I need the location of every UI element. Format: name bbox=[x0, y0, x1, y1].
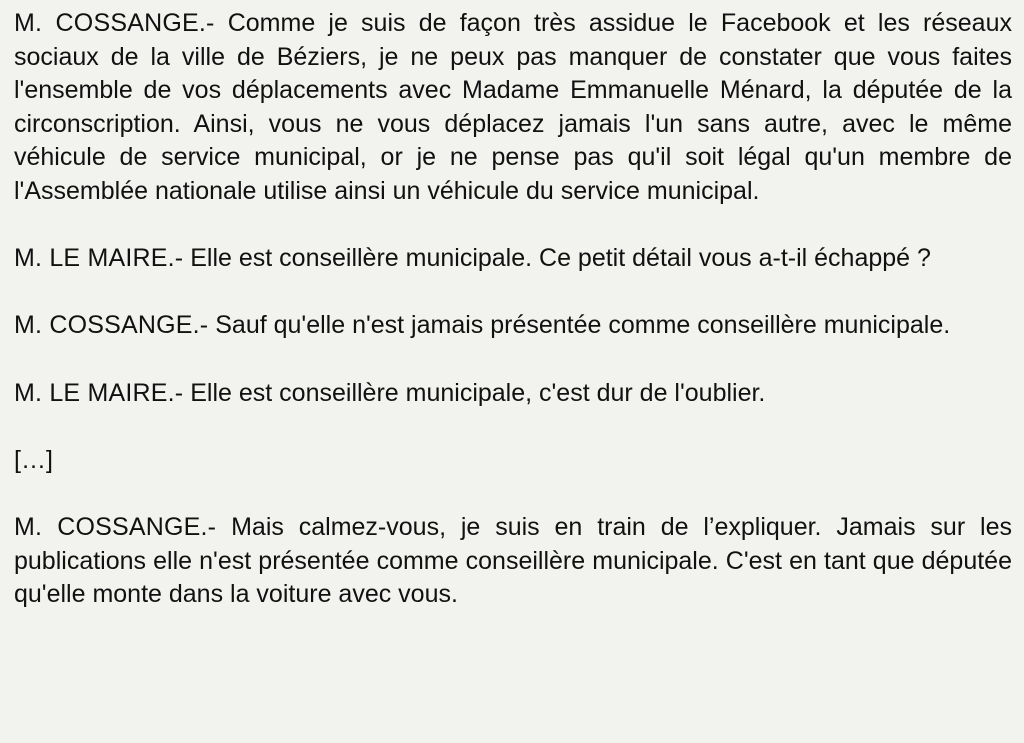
paragraph-maire-1 bbox=[14, 242, 1012, 276]
paragraph-text: Elle est conseillère municipale, c'est dur de l'oublier. bbox=[190, 378, 766, 407]
speaker-label: M. LE MAIRE.- bbox=[14, 378, 184, 407]
speaker-label: M. COSSANGE.- bbox=[14, 311, 209, 340]
speaker-label: M. COSSANGE.- bbox=[14, 9, 215, 37]
paragraph-cossange-2 bbox=[14, 309, 1012, 343]
paragraph-text: Elle est conseillère municipale. Ce petit détail vous a-t-il échappé ? bbox=[190, 244, 931, 273]
paragraph-text: Sauf qu'elle n'est jamais présentée comme conseillère municipale. bbox=[215, 311, 951, 340]
ellipsis-paragraph bbox=[14, 444, 1012, 478]
paragraph-text: Mais calmez-vous, je suis en train de l’expliquer. Jamais sur les publications elle n'est présentée comme conseillère municipale. C'est en tant que députée qu'elle monte dans la voiture avec vous. bbox=[14, 512, 1012, 609]
ellipsis-text: […] bbox=[14, 445, 53, 474]
paragraph-cossange-3 bbox=[14, 511, 1012, 612]
paragraph-cossange-1 bbox=[14, 7, 1012, 209]
speaker-label: M. COSSANGE.- bbox=[14, 512, 217, 541]
paragraph-maire-2 bbox=[14, 377, 1012, 411]
speaker-label: M. LE MAIRE.- bbox=[14, 244, 184, 273]
paragraph-text: Comme je suis de façon très assidue le Facebook et les réseaux sociaux de la ville de Béziers, je ne peux pas manquer de constater que vous faites l'ensemble de vos déplacements avec Madame Emmanuelle Ménard, la députée de la circonscription. Ainsi, vous ne vous déplacez jamais l'un sans autre, avec le même véhicule de service municipal, or je ne pense pas qu'il soit légal qu'un membre de l'Assemblée nationale utilise ainsi un véhicule du service municipal. bbox=[14, 9, 1012, 205]
